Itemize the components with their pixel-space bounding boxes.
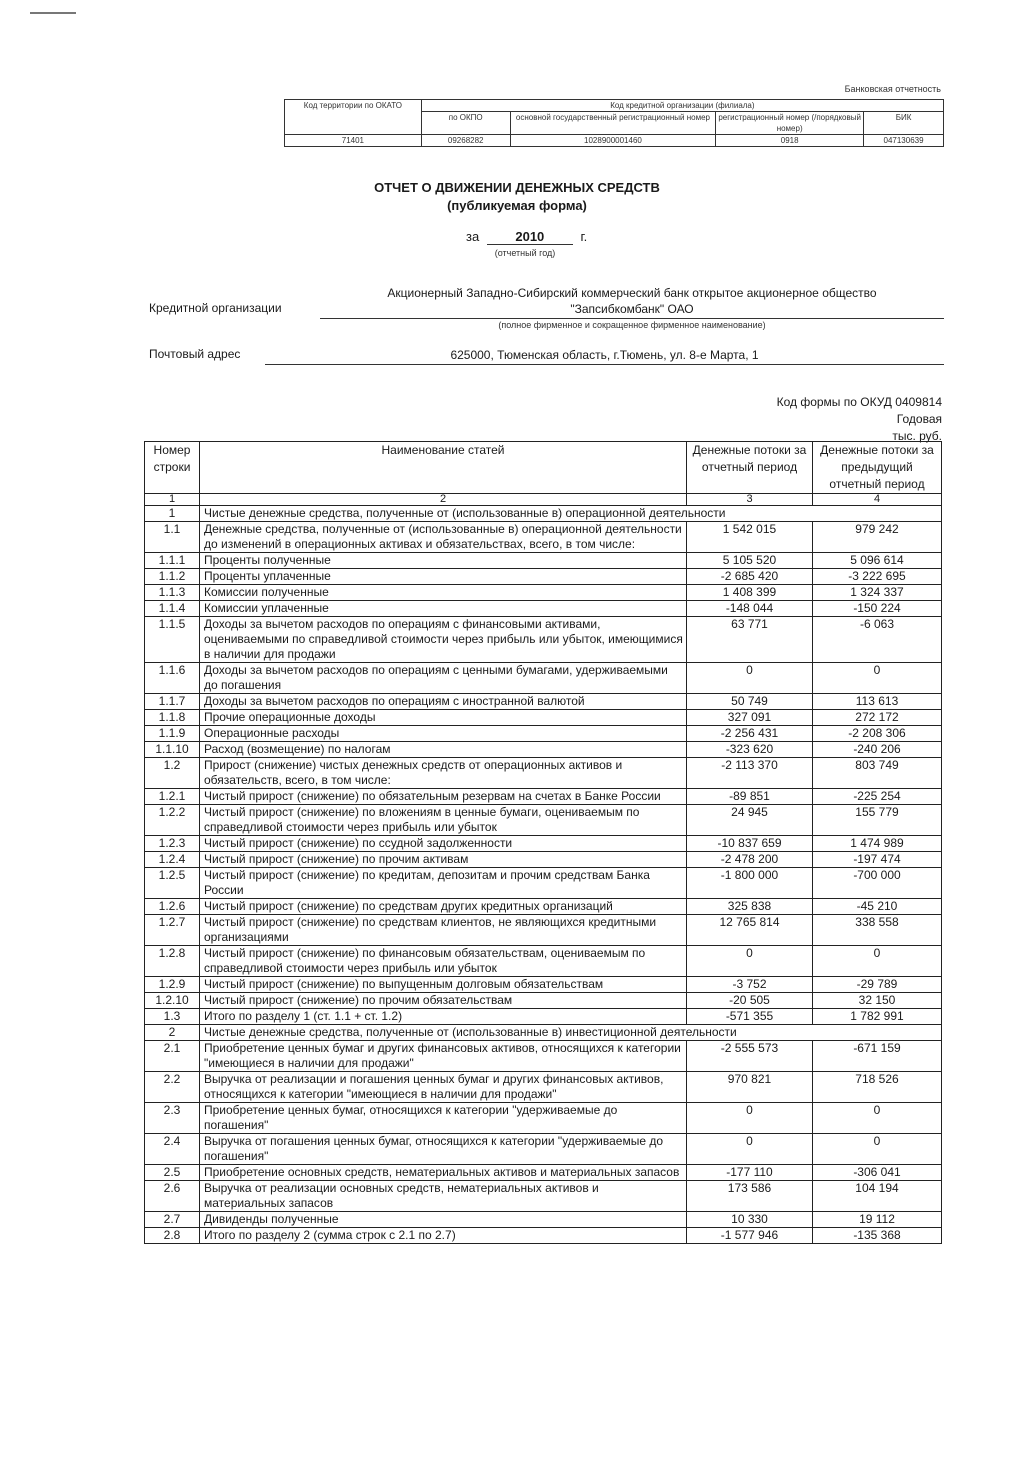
bik-value: 047130639 (864, 135, 944, 147)
row-name: Проценты полученные (200, 553, 687, 569)
table-row (145, 506, 942, 522)
table-row (145, 663, 942, 694)
table-row (145, 742, 942, 758)
previous-period-value: 803 749 (813, 758, 942, 789)
current-period-value: -2 256 431 (687, 726, 813, 742)
row-number: 2.8 (145, 1228, 200, 1244)
current-period-value: 325 838 (687, 899, 813, 915)
current-period-value: 24 945 (687, 805, 813, 836)
report-type: Банковская отчетность (844, 84, 941, 94)
row-number: 1.3 (145, 1009, 200, 1025)
row-number: 1.2.9 (145, 977, 200, 993)
table-row (145, 946, 942, 977)
row-number: 1.2 (145, 758, 200, 789)
previous-period-value: -2 208 306 (813, 726, 942, 742)
row-name: Выручка от реализации основных средств, нематериальных активов и материальных запасов (200, 1181, 687, 1212)
table-row (145, 710, 942, 726)
row-name: Чистые денежные средства, полученные от (использованные в) инвестиционной деятельности (200, 1025, 942, 1041)
organization-label: Кредитной организации (149, 301, 282, 315)
current-period-value: 63 771 (687, 617, 813, 663)
row-name: Комиссии полученные (200, 585, 687, 601)
row-number: 1.1.6 (145, 663, 200, 694)
previous-period-value: 0 (813, 946, 942, 977)
table-row (145, 1103, 942, 1134)
row-name: Приобретение основных средств, нематериальных активов и материальных запасов (200, 1165, 687, 1181)
current-period-value: -89 851 (687, 789, 813, 805)
table-row (145, 553, 942, 569)
current-period-value: -571 355 (687, 1009, 813, 1025)
row-name: Прирост (снижение) чистых денежных средств от операционных активов и обязательств, всего, в том числе: (200, 758, 687, 789)
row-number: 1.1.9 (145, 726, 200, 742)
current-period-value: 1 408 399 (687, 585, 813, 601)
table-header-row (145, 442, 942, 494)
row-number: 1.1.1 (145, 553, 200, 569)
current-period-value: 0 (687, 1103, 813, 1134)
report-period: Годовая (896, 412, 942, 426)
table-row (145, 852, 942, 868)
header-number: Номер строки (145, 442, 200, 494)
current-period-value: 12 765 814 (687, 915, 813, 946)
table-row (145, 789, 942, 805)
row-name: Дивиденды полученные (200, 1212, 687, 1228)
current-period-value: 970 821 (687, 1072, 813, 1103)
column-index: 3 (687, 494, 813, 506)
row-number: 1.2.6 (145, 899, 200, 915)
row-number: 1.2.2 (145, 805, 200, 836)
row-number: 1.2.10 (145, 993, 200, 1009)
current-period-value: 327 091 (687, 710, 813, 726)
ogrn-header: основной государственный регистрационный номер (510, 112, 716, 135)
table-row (145, 1181, 942, 1212)
current-period-value: -2 113 370 (687, 758, 813, 789)
current-period-value: -2 555 573 (687, 1041, 813, 1072)
row-number: 2.6 (145, 1181, 200, 1212)
current-period-value: 0 (687, 946, 813, 977)
address-label: Почтовый адрес (149, 347, 241, 361)
row-number: 2.2 (145, 1072, 200, 1103)
cash-flow-table (144, 441, 942, 1244)
organization-underline (320, 318, 944, 319)
previous-period-value: 155 779 (813, 805, 942, 836)
okud-code: Код формы по ОКУД 0409814 (776, 395, 942, 409)
current-period-value: 0 (687, 663, 813, 694)
current-period-value: -10 837 659 (687, 836, 813, 852)
row-number: 1.1.7 (145, 694, 200, 710)
table-row (145, 899, 942, 915)
previous-period-value: 0 (813, 1103, 942, 1134)
table-row (145, 993, 942, 1009)
row-number: 2.3 (145, 1103, 200, 1134)
okpo-value: 09268282 (421, 135, 510, 147)
header-previous-period: Денежные потоки за предыдущий отчетный период (813, 442, 942, 494)
previous-period-value: -306 041 (813, 1165, 942, 1181)
org-code-header: Код кредитной организации (филиала) (421, 100, 943, 112)
row-number: 1.1.10 (145, 742, 200, 758)
row-name: Итого по разделу 1 (ст. 1.1 + ст. 1.2) (200, 1009, 687, 1025)
row-name: Чистый прирост (снижение) по прочим обязательствам (200, 993, 687, 1009)
current-period-value: -20 505 (687, 993, 813, 1009)
previous-period-value: 1 782 991 (813, 1009, 942, 1025)
postal-address: 625000, Тюменская область, г.Тюмень, ул. 8-е Марта, 1 (450, 348, 759, 362)
row-number: 1.2.8 (145, 946, 200, 977)
row-name: Чистый прирост (снижение) по средствам клиентов, не являющихся кредитными организациями (200, 915, 687, 946)
table-row (145, 1009, 942, 1025)
previous-period-value: 32 150 (813, 993, 942, 1009)
row-name: Прочие операционные доходы (200, 710, 687, 726)
year-prefix: за (466, 229, 480, 244)
row-number: 1.1.3 (145, 585, 200, 601)
row-number: 2 (145, 1025, 200, 1041)
table-row (145, 569, 942, 585)
okato-header: Код территории по ОКАТО (285, 100, 422, 135)
units: тыс. руб. (892, 429, 942, 443)
current-period-value: 50 749 (687, 694, 813, 710)
row-name: Приобретение ценных бумаг и других финансовых активов, относящихся к категории "имеющиеся в наличии для продажи" (200, 1041, 687, 1072)
organization-name (320, 285, 944, 317)
scan-mark (30, 12, 76, 14)
row-name: Итого по разделу 2 (сумма строк с 2.1 по 2.7) (200, 1228, 687, 1244)
table-row (145, 915, 942, 946)
report-year: 2010 (487, 229, 573, 245)
previous-period-value: 1 324 337 (813, 585, 942, 601)
table-row (145, 805, 942, 836)
table-row (145, 726, 942, 742)
previous-period-value: 19 112 (813, 1212, 942, 1228)
table-row (145, 1041, 942, 1072)
table-row (145, 868, 942, 899)
current-period-value: -148 044 (687, 601, 813, 617)
header-current-period: Денежные потоки за отчетный период (687, 442, 813, 494)
row-name: Чистый прирост (снижение) по средствам других кредитных организаций (200, 899, 687, 915)
row-number: 1 (145, 506, 200, 522)
organization-caption: (полное фирменное и сокращенное фирменное наименование) (498, 320, 766, 330)
table-row (145, 601, 942, 617)
report-year-line (466, 229, 587, 245)
table-row (145, 758, 942, 789)
previous-period-value: 113 613 (813, 694, 942, 710)
current-period-value: -1 800 000 (687, 868, 813, 899)
row-name: Комиссии уплаченные (200, 601, 687, 617)
table-row (145, 617, 942, 663)
row-number: 1.1.5 (145, 617, 200, 663)
previous-period-value: -135 368 (813, 1228, 942, 1244)
row-name: Денежные средства, полученные от (использованные в) операционной деятельности до изменений в операционных активах и обязательствах, всего, в том числе: (200, 522, 687, 553)
previous-period-value: 1 474 989 (813, 836, 942, 852)
row-number: 1.1.4 (145, 601, 200, 617)
row-name: Расход (возмещение) по налогам (200, 742, 687, 758)
current-period-value: -323 620 (687, 742, 813, 758)
organization-name-line1: Акционерный Западно-Сибирский коммерческий банк открытое акционерное общество (387, 286, 877, 300)
header-name: Наименование статей (200, 442, 687, 494)
previous-period-value: 979 242 (813, 522, 942, 553)
column-index: 4 (813, 494, 942, 506)
table-row (145, 836, 942, 852)
previous-period-value: -240 206 (813, 742, 942, 758)
previous-period-value: -3 222 695 (813, 569, 942, 585)
row-number: 1.2.1 (145, 789, 200, 805)
current-period-value: 5 105 520 (687, 553, 813, 569)
row-name: Чистый прирост (снижение) по вложениям в ценные бумаги, оцениваемым по справедливой стоимости через прибыль или убыток (200, 805, 687, 836)
report-title: ОТЧЕТ О ДВИЖЕНИИ ДЕНЕЖНЫХ СРЕДСТВ (374, 180, 660, 195)
row-name: Проценты уплаченные (200, 569, 687, 585)
current-period-value: -1 577 946 (687, 1228, 813, 1244)
row-number: 2.4 (145, 1134, 200, 1165)
previous-period-value: -150 224 (813, 601, 942, 617)
previous-period-value: -197 474 (813, 852, 942, 868)
previous-period-value: -45 210 (813, 899, 942, 915)
column-index: 2 (200, 494, 687, 506)
current-period-value: -3 752 (687, 977, 813, 993)
row-name: Выручка от реализации и погашения ценных бумаг и других финансовых активов, относящихся к категории "имеющиеся в наличии для продажи" (200, 1072, 687, 1103)
previous-period-value: 0 (813, 663, 942, 694)
row-number: 1.2.7 (145, 915, 200, 946)
previous-period-value: -700 000 (813, 868, 942, 899)
table-row (145, 1165, 942, 1181)
table-row (145, 1228, 942, 1244)
table-row (145, 977, 942, 993)
previous-period-value: -671 159 (813, 1041, 942, 1072)
previous-period-value: -225 254 (813, 789, 942, 805)
table-row (145, 1025, 942, 1041)
previous-period-value: 5 096 614 (813, 553, 942, 569)
current-period-value: 173 586 (687, 1181, 813, 1212)
row-name: Доходы за вычетом расходов по операциям с ценными бумагами, удерживаемыми до погашения (200, 663, 687, 694)
row-name: Чистый прирост (снижение) по обязательным резервам на счетах в Банке России (200, 789, 687, 805)
codes-table (284, 99, 944, 147)
table-row (145, 694, 942, 710)
row-number: 2.7 (145, 1212, 200, 1228)
table-row (145, 1134, 942, 1165)
previous-period-value: 272 172 (813, 710, 942, 726)
row-name: Приобретение ценных бумаг, относящихся к категории "удерживаемые до погашения" (200, 1103, 687, 1134)
ogrn-value: 1028900001460 (510, 135, 716, 147)
table-row (145, 1212, 942, 1228)
previous-period-value: -6 063 (813, 617, 942, 663)
column-index: 1 (145, 494, 200, 506)
row-name: Выручка от погашения ценных бумаг, относящихся к категории "удерживаемые до погашения" (200, 1134, 687, 1165)
organization-name-line2: "Запсибкомбанк" ОАО (570, 302, 694, 316)
previous-period-value: 0 (813, 1134, 942, 1165)
row-name: Операционные расходы (200, 726, 687, 742)
okpo-header: по ОКПО (421, 112, 510, 135)
row-number: 2.1 (145, 1041, 200, 1072)
row-number: 1.2.3 (145, 836, 200, 852)
previous-period-value: -29 789 (813, 977, 942, 993)
row-name: Чистый прирост (снижение) по выпущенным долговым обязательствам (200, 977, 687, 993)
reg-number-value: 0918 (716, 135, 864, 147)
reg-number-header: регистрационный номер (/порядковый номер) (716, 112, 864, 135)
row-number: 1.1.2 (145, 569, 200, 585)
current-period-value: 1 542 015 (687, 522, 813, 553)
current-period-value: 0 (687, 1134, 813, 1165)
row-name: Доходы за вычетом расходов по операциям с иностранной валютой (200, 694, 687, 710)
row-name: Чистый прирост (снижение) по прочим активам (200, 852, 687, 868)
column-index-row (145, 494, 942, 506)
year-suffix: г. (580, 229, 588, 244)
table-row (145, 1072, 942, 1103)
previous-period-value: 104 194 (813, 1181, 942, 1212)
row-number: 2.5 (145, 1165, 200, 1181)
current-period-value: -2 478 200 (687, 852, 813, 868)
previous-period-value: 718 526 (813, 1072, 942, 1103)
row-name: Чистый прирост (снижение) по кредитам, депозитам и прочим средствам Банка России (200, 868, 687, 899)
current-period-value: -177 110 (687, 1165, 813, 1181)
year-caption: (отчетный год) (494, 248, 556, 258)
address-underline (265, 364, 944, 365)
previous-period-value: 338 558 (813, 915, 942, 946)
row-name: Чистый прирост (снижение) по финансовым обязательствам, оцениваемым по справедливой стоимости через прибыль или убыток (200, 946, 687, 977)
okato-value: 71401 (285, 135, 422, 147)
row-name: Чистый прирост (снижение) по ссудной задолженности (200, 836, 687, 852)
table-row (145, 522, 942, 553)
row-name: Доходы за вычетом расходов по операциям с финансовыми активами, оцениваемыми по справедливой стоимости через прибыль или убыток, имеющимися в наличии для продажи (200, 617, 687, 663)
current-period-value: 10 330 (687, 1212, 813, 1228)
row-number: 1.2.4 (145, 852, 200, 868)
current-period-value: -2 685 420 (687, 569, 813, 585)
report-subtitle: (публикуемая форма) (447, 198, 587, 213)
row-number: 1.2.5 (145, 868, 200, 899)
row-number: 1.1 (145, 522, 200, 553)
row-number: 1.1.8 (145, 710, 200, 726)
bik-header: БИК (864, 112, 944, 135)
table-row (145, 585, 942, 601)
row-name: Чистые денежные средства, полученные от (использованные в) операционной деятельности (200, 506, 942, 522)
